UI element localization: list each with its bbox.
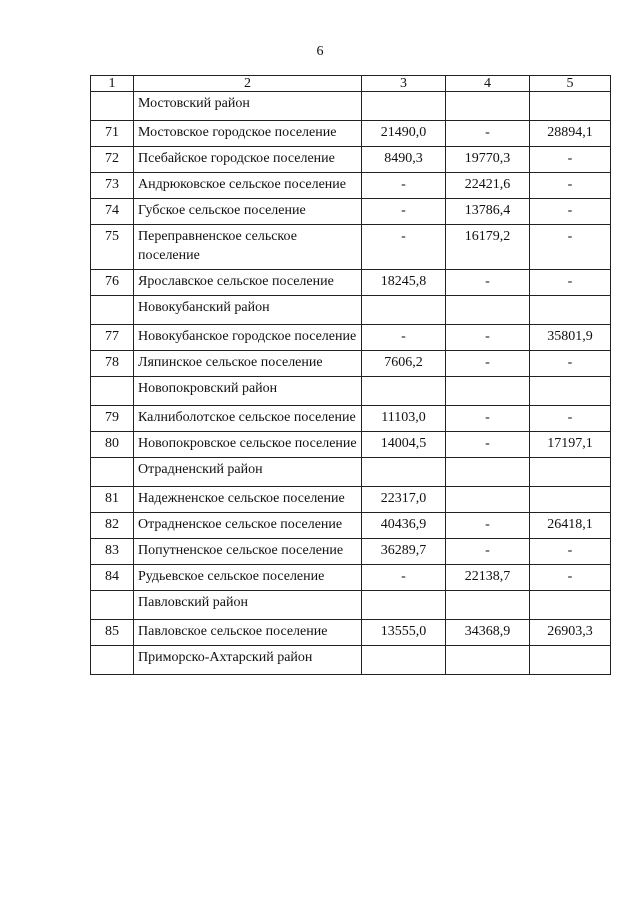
row-number-cell <box>91 296 134 325</box>
value-col-4: - <box>446 121 530 147</box>
value-cell <box>446 92 530 121</box>
value-col-5: 35801,9 <box>530 325 611 351</box>
column-header: 3 <box>362 76 446 92</box>
settlement-name: Рудьевское сельское поселение <box>134 565 362 591</box>
value-col-5: - <box>530 406 611 432</box>
value-cell <box>446 591 530 620</box>
value-col-3: 7606,2 <box>362 351 446 377</box>
district-name: Павловский район <box>134 591 362 620</box>
page-number: 6 <box>316 44 324 59</box>
value-col-4 <box>446 487 530 513</box>
row-number: 85 <box>91 620 134 646</box>
allocation-table <box>90 75 611 675</box>
value-col-4: - <box>446 270 530 296</box>
value-col-5: - <box>530 539 611 565</box>
value-cell <box>362 458 446 487</box>
value-col-4: - <box>446 325 530 351</box>
row-number: 73 <box>91 173 134 199</box>
row-number: 82 <box>91 513 134 539</box>
table-row <box>91 121 611 147</box>
value-cell <box>530 296 611 325</box>
settlement-name: Павловское сельское поселение <box>134 620 362 646</box>
row-number: 74 <box>91 199 134 225</box>
value-col-5: 26418,1 <box>530 513 611 539</box>
settlement-name: Переправненское сельское поселение <box>134 225 362 270</box>
value-col-5: - <box>530 351 611 377</box>
table-row <box>91 620 611 646</box>
value-col-3: 36289,7 <box>362 539 446 565</box>
row-number-cell <box>91 458 134 487</box>
value-col-5: 26903,3 <box>530 620 611 646</box>
value-col-5: - <box>530 199 611 225</box>
row-number: 83 <box>91 539 134 565</box>
value-col-3: 40436,9 <box>362 513 446 539</box>
value-col-5 <box>530 487 611 513</box>
value-col-5: 28894,1 <box>530 121 611 147</box>
value-col-4: 22421,6 <box>446 173 530 199</box>
value-cell <box>362 377 446 406</box>
row-number: 84 <box>91 565 134 591</box>
settlement-name: Андрюковское сельское поселение <box>134 173 362 199</box>
district-row <box>91 646 611 675</box>
value-col-5: 17197,1 <box>530 432 611 458</box>
table-row <box>91 487 611 513</box>
settlement-name: Мостовское городское поселение <box>134 121 362 147</box>
settlement-name: Губское сельское поселение <box>134 199 362 225</box>
table-row <box>91 173 611 199</box>
value-col-4: - <box>446 351 530 377</box>
table-row <box>91 432 611 458</box>
district-row <box>91 296 611 325</box>
value-col-3: 11103,0 <box>362 406 446 432</box>
value-col-3: 18245,8 <box>362 270 446 296</box>
settlement-name: Отрадненское сельское поселение <box>134 513 362 539</box>
value-cell <box>530 591 611 620</box>
row-number: 72 <box>91 147 134 173</box>
row-number: 75 <box>91 225 134 270</box>
row-number: 80 <box>91 432 134 458</box>
value-col-5: - <box>530 225 611 270</box>
value-col-3: - <box>362 325 446 351</box>
column-header: 2 <box>134 76 362 92</box>
settlement-name: Надежненское сельское поселение <box>134 487 362 513</box>
value-col-5: - <box>530 270 611 296</box>
row-number-cell <box>91 591 134 620</box>
row-number: 81 <box>91 487 134 513</box>
value-col-4: - <box>446 539 530 565</box>
value-col-3: - <box>362 199 446 225</box>
value-cell <box>530 92 611 121</box>
table-row <box>91 565 611 591</box>
row-number: 78 <box>91 351 134 377</box>
value-col-3: 21490,0 <box>362 121 446 147</box>
district-row <box>91 458 611 487</box>
value-cell <box>530 646 611 675</box>
value-cell <box>362 591 446 620</box>
district-row <box>91 92 611 121</box>
district-name: Приморско-Ахтарский район <box>134 646 362 675</box>
column-header: 1 <box>91 76 134 92</box>
settlement-name: Новокубанское городское поселение <box>134 325 362 351</box>
settlement-name: Новопокровское сельское поселение <box>134 432 362 458</box>
value-col-3: 13555,0 <box>362 620 446 646</box>
value-cell <box>530 458 611 487</box>
row-number-cell <box>91 92 134 121</box>
settlement-name: Калниболотское сельское поселение <box>134 406 362 432</box>
row-number-cell <box>91 377 134 406</box>
value-col-3: 14004,5 <box>362 432 446 458</box>
table-row <box>91 270 611 296</box>
table-row <box>91 325 611 351</box>
value-cell <box>446 377 530 406</box>
district-row <box>91 591 611 620</box>
district-name: Новопокровский район <box>134 377 362 406</box>
table-row <box>91 513 611 539</box>
district-name: Отрадненский район <box>134 458 362 487</box>
value-col-4: 19770,3 <box>446 147 530 173</box>
column-header: 4 <box>446 76 530 92</box>
table-row <box>91 406 611 432</box>
value-cell <box>446 296 530 325</box>
value-cell <box>362 296 446 325</box>
value-col-4: - <box>446 432 530 458</box>
table-row <box>91 539 611 565</box>
value-col-3: - <box>362 225 446 270</box>
table-header-row <box>91 76 611 92</box>
value-cell <box>362 92 446 121</box>
value-col-3: - <box>362 173 446 199</box>
value-col-4: 13786,4 <box>446 199 530 225</box>
value-col-4: 22138,7 <box>446 565 530 591</box>
table-row <box>91 351 611 377</box>
district-name: Новокубанский район <box>134 296 362 325</box>
table-row <box>91 199 611 225</box>
value-cell <box>530 377 611 406</box>
table-row <box>91 225 611 270</box>
district-name: Мостовский район <box>134 92 362 121</box>
column-header: 5 <box>530 76 611 92</box>
row-number: 77 <box>91 325 134 351</box>
value-col-5: - <box>530 173 611 199</box>
settlement-name: Ярославское сельское поселение <box>134 270 362 296</box>
table-row <box>91 147 611 173</box>
row-number: 76 <box>91 270 134 296</box>
row-number-cell <box>91 646 134 675</box>
value-col-4: 34368,9 <box>446 620 530 646</box>
value-col-3: 22317,0 <box>362 487 446 513</box>
row-number: 71 <box>91 121 134 147</box>
value-cell <box>362 646 446 675</box>
value-cell <box>446 646 530 675</box>
value-col-3: - <box>362 565 446 591</box>
value-col-4: - <box>446 406 530 432</box>
value-col-5: - <box>530 565 611 591</box>
row-number: 79 <box>91 406 134 432</box>
value-col-3: 8490,3 <box>362 147 446 173</box>
value-col-5: - <box>530 147 611 173</box>
settlement-name: Ляпинское сельское поселение <box>134 351 362 377</box>
value-cell <box>446 458 530 487</box>
district-row <box>91 377 611 406</box>
settlement-name: Псебайское городское поселение <box>134 147 362 173</box>
value-col-4: 16179,2 <box>446 225 530 270</box>
settlement-name: Попутненское сельское поселение <box>134 539 362 565</box>
value-col-4: - <box>446 513 530 539</box>
